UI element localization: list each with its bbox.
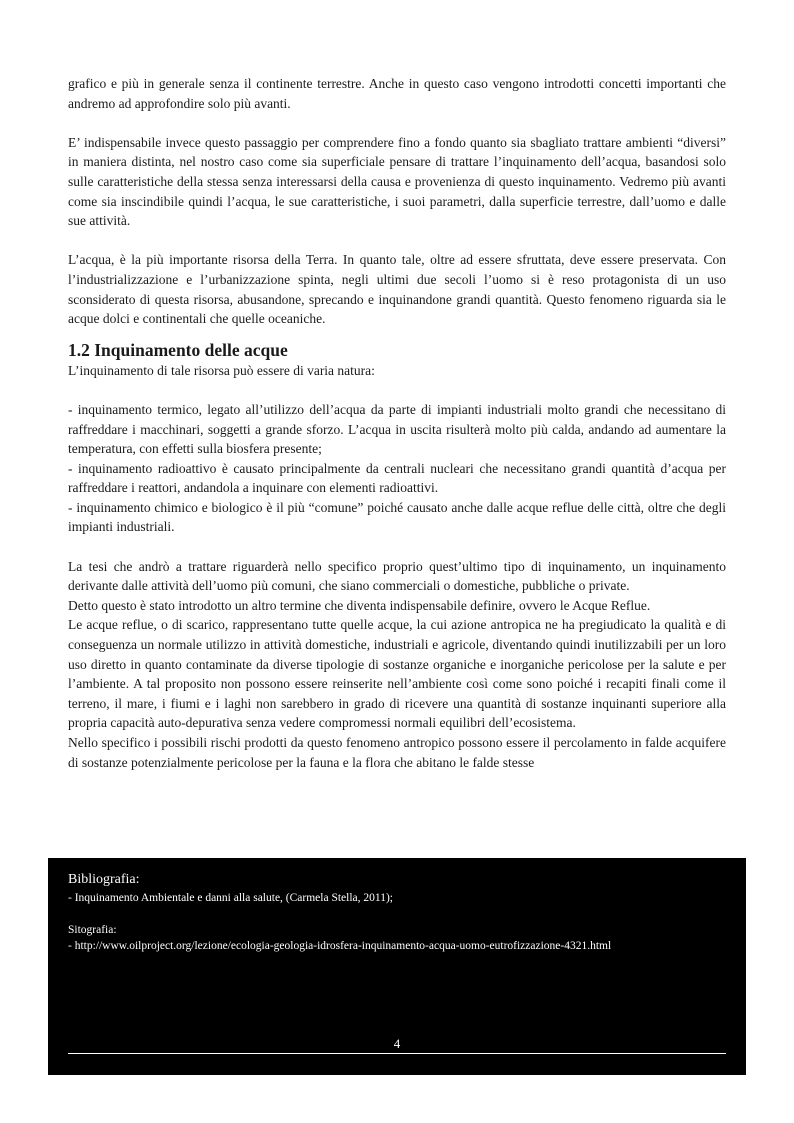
- sitography-link[interactable]: - http://www.oilproject.org/lezione/ecologia-geologia-idrosfera-inquinamento-acqua-uomo-eutrofizzazione-4321.html: [68, 940, 612, 952]
- main-text: [68, 74, 726, 772]
- list-item-radioactive: - inquinamento radioattivo è causato principalmente da centrali nucleari che necessitano grandi quantità d’acqua per raffreddare i reattori, andandola a inquinare con elementi radioattivi.: [68, 460, 726, 496]
- sitography-title: Sitografia:: [68, 924, 117, 936]
- paragraph-thesis-scope: La tesi che andrò a trattare riguarderà nello specifico proprio quest’ultimo tipo di inquinamento, un inquinamento derivante dalle attività dell’uomo più comuni, che siano commerciali o domestiche, pubbliche o private.: [68, 558, 726, 594]
- paragraph-risks: Nello specifico i possibili rischi prodotti da questo fenomeno antropico possono essere il percolamento in falde acquifere di sostanze potenzialmente pericolose per la fauna e la flora che abitano le falde stesse: [68, 735, 726, 770]
- paragraph-environments: E’ indispensabile invece questo passaggio per comprendere fino a fondo quanto sia sbagliato trattare ambienti “diversi” in maniera distinta, nel nostro caso come sia superficiale pensare di trattare l’inquinamento dell’acqua, basandosi solo sulle caratteristiche della stessa senza interessarsi della causa e provenienza di questo inquinamento. Vedremo più avanti come sia inscindibile quindi l’acqua, le sue caratteristiche, i suoi parametri, dalla superficie terrestre, dall’uomo e dalle sue attività.: [68, 134, 726, 229]
- list-item-chemical: - inquinamento chimico e biologico è il più “comune” poiché causato anche dalle acque reflue delle città, oltre che degli impianti industriali.: [68, 499, 726, 535]
- paragraph-pollution-types-intro: L’inquinamento di tale risorsa può essere di varia natura:: [68, 362, 375, 378]
- bibliography-item: - Inquinamento Ambientale e danni alla salute, (Carmela Stella, 2011);: [68, 892, 393, 904]
- paragraph-intro-continued: grafico e più in generale senza il continente terrestre. Anche in questo caso vengono introdotti concetti importanti che andremo ad approfondire solo più avanti.: [68, 76, 726, 111]
- paragraph-water-resource: L’acqua, è la più importante risorsa della Terra. In quanto tale, oltre ad essere sfruttata, deve essere preservata. Con l’industrializzazione e l’urbanizzazione spinta, negli ultimi due secoli l’uomo si è reso protagonista di un uso sconsiderato di questa risorsa, abusandone, sprecando e inquinandone grandi quantità. Questo fenomeno riguarda sia le acque dolci e continentali che quelle oceaniche.: [68, 252, 726, 327]
- paragraph-wastewater-definition: Le acque reflue, o di scarico, rappresentano tutte quelle acque, la cui azione antropica ne ha pregiudicato la qualità e di conseguenza un normale utilizzo in attività domestiche, industriali e agricole, diventando quindi inutilizzabili per un loro uso diretto in quanto contaminate da diverse tipologie di sostanze organiche e inorganiche pericolose per la salute e per l’ambiente. A tal proposito non possono essere reinserite nell’ambiente così come sono poiché i recapiti finali come il terreno, il mare, i fiumi e i laghi non sarebbero in grado di ricevere una quantità di sostanze inquinanti superiore alla propria capacità auto-depurativa senza vedere compromessi normali equilibri dell’ecosistema.: [68, 617, 726, 731]
- list-item-thermal: - inquinamento termico, legato all’utilizzo dell’acqua da parte di impianti industriali molto grandi che necessitano di raffreddare i macchinari, soggetti a grande sforzo. L’acqua in uscita risulterà molto più calda, andando ad aumentare la temperatura, con effetti sulla biosfera presente;: [68, 401, 726, 457]
- section-heading: 1.2 Inquinamento delle acque: [68, 339, 288, 360]
- footer-divider: [68, 1053, 726, 1054]
- footer-panel: [48, 858, 746, 1075]
- page-number: 4: [393, 1036, 401, 1051]
- bibliography-title: Bibliografia:: [68, 872, 140, 887]
- paragraph-wastewater-term: Detto questo è stato introdotto un altro termine che diventa indispensabile definire, ovvero le Acque Reflue.: [68, 597, 651, 613]
